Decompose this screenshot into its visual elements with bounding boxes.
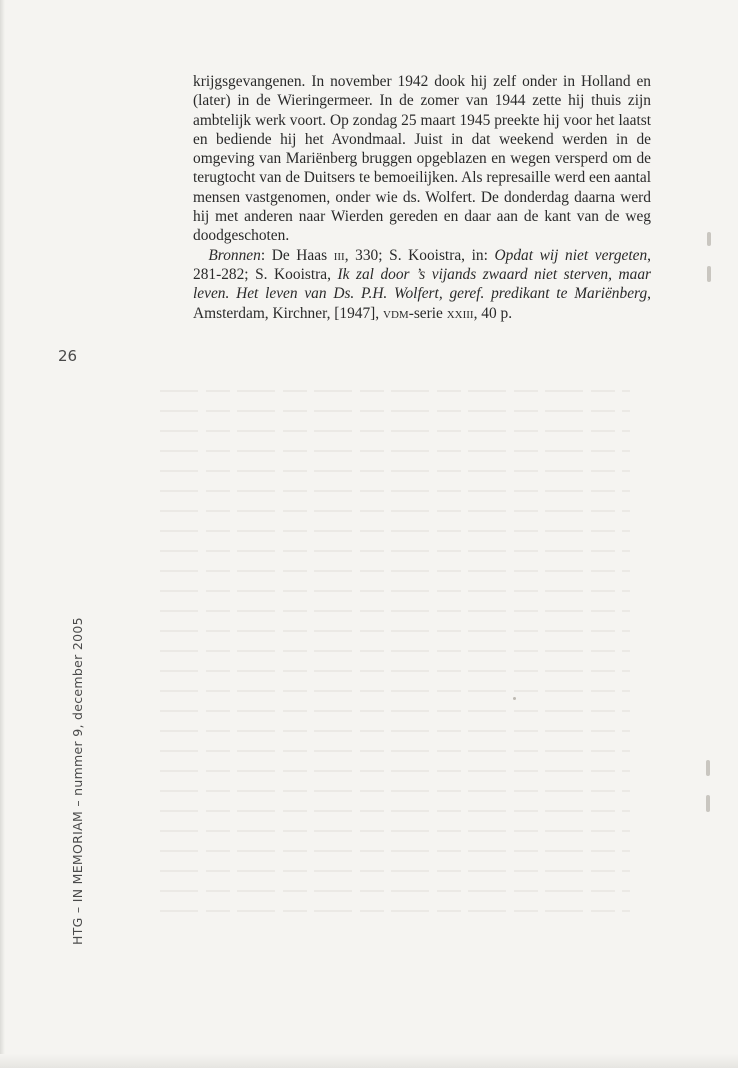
bleed-through-background	[160, 380, 630, 920]
sources-title: Ik zal door ’s vijands zwaard niet sterven, maar leven. Het leven van Ds. P.H. Wolfert, geref. predikant te Mariënberg	[193, 265, 651, 303]
margin-mark	[706, 760, 710, 776]
margin-mark	[707, 232, 711, 246]
sources-text: , 281-282; S. Kooistra,	[193, 246, 652, 283]
sources-text: : De Haas	[260, 246, 334, 264]
sources-title: Opdat wij niet vergeten	[494, 246, 648, 264]
sources-text: , 40 p.	[473, 304, 513, 322]
sources-series-number: xxiii	[446, 304, 474, 322]
sources-text: , 330; S. Kooistra, in:	[344, 246, 495, 264]
main-text-block	[193, 72, 651, 323]
margin-mark	[706, 795, 710, 812]
sources-text: -serie	[408, 304, 447, 322]
margin-mark	[707, 266, 711, 282]
sources-text: , Amsterdam, Kirchner, [1947],	[193, 285, 651, 322]
sources-label: Bronnen	[208, 246, 261, 264]
page-number: 26	[58, 347, 78, 365]
sources-volume: iii	[333, 246, 345, 264]
sources-paragraph	[193, 246, 651, 323]
body-paragraph: krijgsgevangenen. In november 1942 dook hij zelf onder in Holland en (later) in de Wieringermeer. In de zomer van 1944 zette hij thuis zijn ambtelijk werk voort. Op zondag 25 maart 1945 preekte hij voor het laatst en bediende hij het Avondmaal. Juist in dat weekend werden in de omgeving van Mariënberg bruggen opgeblazen en wegen versperd om de terugtocht van de Duitsers te bemoeilijken. Als represaille werd een aantal mensen vastgenomen, onder wie ds. Wolfert. De donderdag daarna werd hij met anderen naar Wierden gereden en daar aan de kant van de weg doodgeschoten.	[193, 73, 651, 245]
sources-series: vdm	[383, 304, 409, 322]
page-bottom-shadow	[0, 1054, 738, 1068]
page-edge-shadow	[0, 0, 5, 1068]
speck	[513, 697, 516, 700]
running-head: HTG – IN MEMORIAM – nummer 9, december 2005	[70, 617, 85, 945]
